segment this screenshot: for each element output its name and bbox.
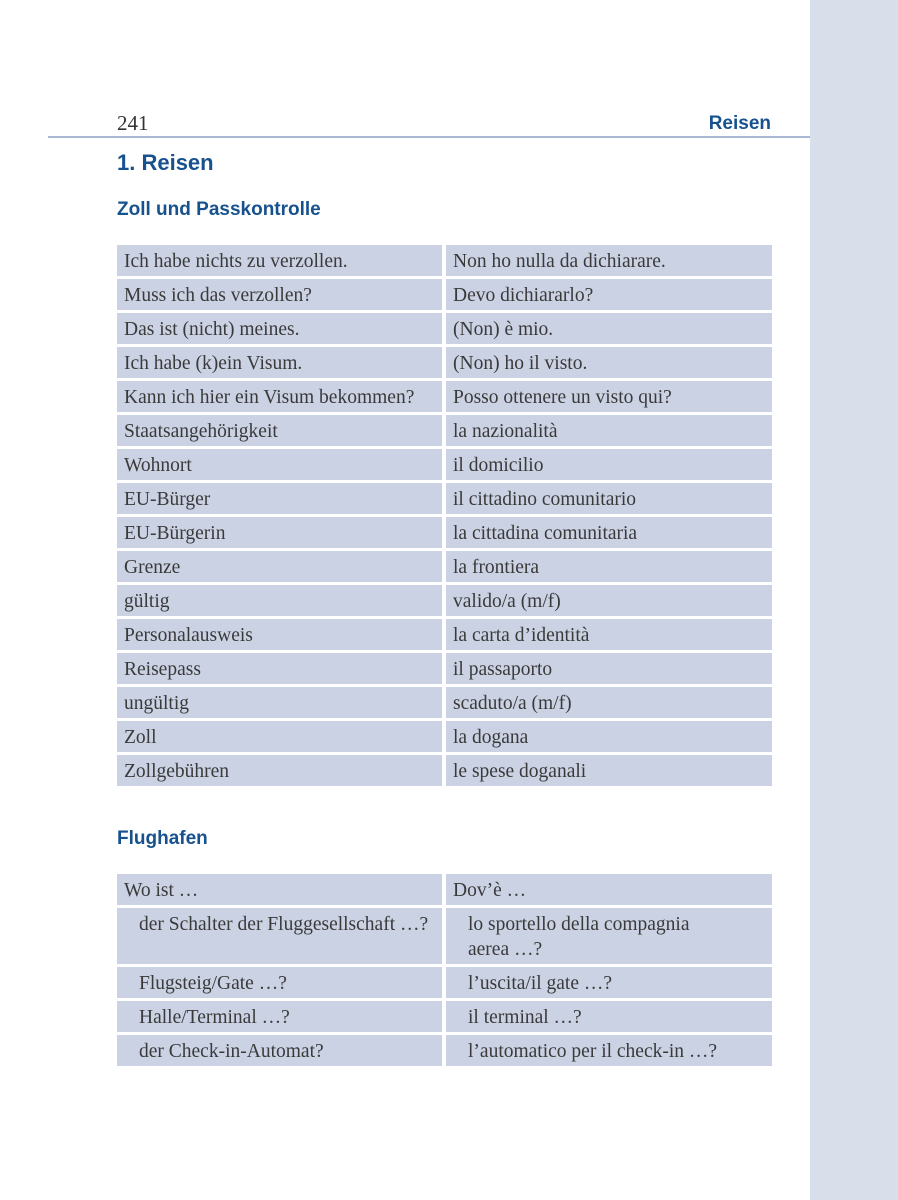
table-row (117, 687, 772, 718)
italian-phrase: il cittadino comunitario (446, 483, 772, 514)
german-phrase: Wo ist … (117, 874, 442, 905)
german-phrase: Halle/Terminal …? (117, 1001, 442, 1032)
table-row (117, 245, 772, 276)
table-row (117, 585, 772, 616)
running-head: Reisen (708, 113, 771, 134)
italian-phrase: Devo dichiararlo? (446, 279, 772, 310)
subsection-title-flughafen: Flughafen (117, 828, 208, 849)
table-row (117, 279, 772, 310)
german-phrase: Grenze (117, 551, 442, 582)
german-phrase: Zoll (117, 721, 442, 752)
italian-phrase: la dogana (446, 721, 772, 752)
italian-phrase: (Non) ho il visto. (446, 347, 772, 378)
italian-phrase: la cittadina comunitaria (446, 517, 772, 548)
german-phrase: Das ist (nicht) meines. (117, 313, 442, 344)
german-phrase: Ich habe nichts zu verzollen. (117, 245, 442, 276)
italian-phrase-line-1: lo sportello della compagnia (468, 914, 690, 935)
italian-phrase: il passaporto (446, 653, 772, 684)
table-row (117, 517, 772, 548)
german-phrase: der Schalter der Fluggesellschaft …? (117, 908, 442, 964)
german-phrase: Flugsteig/Gate …? (117, 967, 442, 998)
german-phrase: Kann ich hier ein Visum bekommen? (117, 381, 442, 412)
page-number: 241 (117, 111, 149, 135)
german-phrase: gültig (117, 585, 442, 616)
german-phrase: Zollgebühren (117, 755, 442, 786)
table-row (117, 551, 772, 582)
italian-phrase: Dov’è … (446, 874, 772, 905)
side-margin-strip (810, 0, 898, 1200)
section-title: 1. Reisen (117, 150, 214, 175)
german-phrase: der Check-in-Automat? (117, 1035, 442, 1066)
german-phrase: Personalausweis (117, 619, 442, 650)
german-phrase: Muss ich das verzollen? (117, 279, 442, 310)
german-phrase: Staatsangehörigkeit (117, 415, 442, 446)
german-phrase: Wohnort (117, 449, 442, 480)
italian-phrase: il domicilio (446, 449, 772, 480)
table-row (117, 908, 772, 964)
table-row (117, 619, 772, 650)
table-row (117, 1001, 772, 1032)
italian-phrase: valido/a (m/f) (446, 585, 772, 616)
italian-phrase: l’automatico per il check-in …? (446, 1035, 772, 1066)
table-row (117, 967, 772, 998)
italian-phrase: Posso ottenere un visto qui? (446, 381, 772, 412)
italian-phrase: scaduto/a (m/f) (446, 687, 772, 718)
italian-phrase-line-2: aerea …? (468, 939, 543, 960)
table-row (117, 313, 772, 344)
subsection-title-zoll: Zoll und Passkontrolle (117, 199, 321, 220)
table-row (117, 347, 772, 378)
italian-phrase: le spese doganali (446, 755, 772, 786)
table-row (117, 653, 772, 684)
table-row (117, 415, 772, 446)
italian-phrase: il terminal …? (446, 1001, 772, 1032)
german-phrase: Ich habe (k)ein Visum. (117, 347, 442, 378)
table-row (117, 1035, 772, 1066)
italian-phrase: la carta d’identità (446, 619, 772, 650)
italian-phrase (446, 908, 772, 964)
german-phrase: EU-Bürgerin (117, 517, 442, 548)
table-row (117, 755, 772, 786)
german-phrase: ungültig (117, 687, 442, 718)
table-row (117, 449, 772, 480)
table-row (117, 874, 772, 905)
vocab-table-zoll (117, 245, 772, 789)
italian-phrase: la nazionalità (446, 415, 772, 446)
table-row (117, 483, 772, 514)
italian-phrase: (Non) è mio. (446, 313, 772, 344)
german-phrase: Reisepass (117, 653, 442, 684)
table-row (117, 721, 772, 752)
table-row (117, 381, 772, 412)
vocab-table-flughafen (117, 874, 772, 1069)
italian-phrase: l’uscita/il gate …? (446, 967, 772, 998)
italian-phrase: la frontiera (446, 551, 772, 582)
italian-phrase: Non ho nulla da dichiarare. (446, 245, 772, 276)
header-rule (48, 136, 810, 138)
german-phrase: EU-Bürger (117, 483, 442, 514)
